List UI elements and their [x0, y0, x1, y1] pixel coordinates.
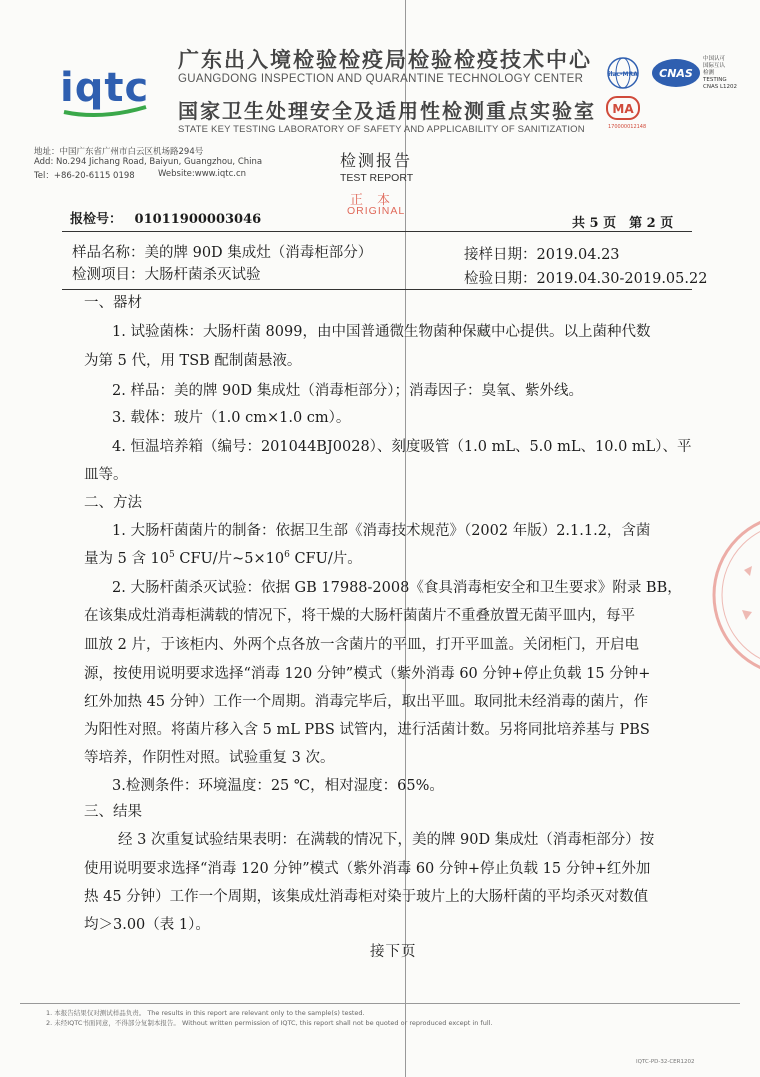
section-heading-equipment: 一、器材: [84, 295, 142, 311]
section-heading-results: 三、结果: [84, 804, 142, 820]
paragraph-sample: 2. 样品：美的牌 90D 集成灶（消毒柜部分）；消毒因子：臭氧、紫外线。: [112, 383, 583, 399]
cert-small-text: 中国认可 国际互认 检测 TESTING CNAS L1202: [703, 56, 738, 90]
org-name-cn-1: 广东出入境检验检疫局检验检疫技术中心: [178, 48, 592, 72]
test-item-value: 大肠杆菌杀灭试验: [144, 267, 261, 283]
report-number-value: 01011900003046: [134, 212, 262, 227]
footer-divider: [20, 1003, 740, 1004]
report-number: [70, 208, 261, 227]
paragraph-results-line2: 使用说明要求选择“消毒 120 分钟”模式（紫外消毒 60 分钟+停止负载 15 分钟+红外加: [84, 861, 651, 877]
receive-date-label: 接样日期：: [464, 247, 537, 263]
original-stamp-cn: 正本: [350, 193, 405, 208]
sample-value: 美的牌 90D 集成灶（消毒柜部分）: [144, 245, 373, 261]
test-item-label: 检测项目：: [72, 267, 145, 283]
test-date: [464, 267, 707, 288]
receive-date: [464, 243, 620, 264]
paragraph-kill-line1: 2. 大肠杆菌杀灭试验：依据 GB 17988-2008《食具消毒柜安全和卫生要求》附录 BB，: [112, 580, 682, 596]
cert-logos: [606, 56, 702, 94]
cnas-label: CNAS: [659, 67, 693, 80]
paragraph-results-line1: 经 3 次重复试验结果表明：在满载的情况下，美的牌 90D 集成灶（消毒柜部分）按: [118, 832, 655, 848]
paragraph-prep-line1: 1. 大肠杆菌菌片的制备：依据卫生部《消毒技术规范》（2002 年版）2.1.1.2，含菌: [112, 523, 651, 539]
ma-number: 170000012148: [608, 124, 647, 130]
paragraph-conditions: 3.检测条件：环境温度：25 ℃，相对湿度：65%。: [112, 778, 444, 794]
divider-top: [62, 231, 692, 232]
org-name-en-1: GUANGDONG INSPECTION AND QUARANTINE TECHNOLOGY CENTER: [178, 73, 584, 85]
ilac-mra-label: ilac-MRA: [608, 71, 638, 78]
paragraph-strain-line1: 1. 试验菌株：大肠杆菌 8099，由中国普通微生物菌种保藏中心提供。以上菌种代数: [112, 324, 651, 340]
iqtc-logo: [60, 65, 150, 111]
divider-info: [62, 289, 692, 290]
paragraph-kill-line3: 皿放 2 片，于该柜内、外两个点各放一含菌片的平皿，打开平皿盖。关闭柜门，开启电: [84, 637, 639, 653]
paragraph-carrier: 3. 载体：玻片（1.0 cm×1.0 cm）。: [112, 410, 351, 426]
paragraph-incubator-line1: 4. 恒温培养箱（编号：201044BJ0028）、刻度吸管（1.0 mL、5.0 mL、10.0 mL）、平: [112, 439, 692, 455]
cma-icon: [606, 96, 640, 120]
website: Website:www.iqtc.cn: [158, 169, 247, 179]
test-item: [72, 263, 261, 284]
paragraph-kill-line7: 等培养，作阴性对照。试验重复 3 次。: [84, 750, 335, 766]
seal-stamp-icon: [704, 510, 760, 680]
ma-logo: [606, 96, 640, 124]
address-cn: 地址：中国广东省广州市白云区机场路294号: [34, 147, 204, 157]
report-title-cn: 检测报告: [340, 151, 413, 170]
sample-name: [72, 241, 372, 262]
paragraph-strain-line2: 为第 5 代，用 TSB 配制菌悬液。: [84, 353, 302, 369]
footer-note-1: 1. 本报告结果仅对测试样品负责。 The results in this report are relevant only to the sample(s) tested.: [46, 1009, 365, 1017]
test-date-label: 检验日期：: [464, 271, 537, 287]
footer-note-2: 2. 未经IQTC书面同意，不得部分复制本报告。 Without written permission of IQTC, this report shall not be quoted or reproduced except in full.: [46, 1019, 493, 1027]
logo-text: iqtc: [60, 65, 150, 111]
footer-form-code: IQTC-PD-32-CER1202: [636, 1059, 695, 1065]
paragraph-kill-line4: 源，按使用说明要求选择“消毒 120 分钟”模式（紫外消毒 60 分钟+停止负载 15 分钟+: [84, 666, 651, 682]
original-stamp-en: ORIGINAL: [347, 205, 406, 217]
paragraph-kill-line2: 在该集成灶消毒柜满载的情况下，将干燥的大肠杆菌菌片不重叠放置无菌平皿内，每平: [84, 608, 635, 624]
paragraph-incubator-line2: 皿等。: [84, 467, 128, 483]
cnas-icon: [652, 59, 700, 87]
paragraph-prep-line2: 量为 5 含 $10^5$ CFU/片$\sim 5\times 10^6$ CFU/片。: [84, 550, 362, 567]
paragraph-kill-line5: 红外加热 45 分钟）工作一个周期。消毒完毕后，取出平皿。取同批未经消毒的菌片，作: [84, 694, 649, 710]
report-title-en: TEST REPORT: [340, 172, 414, 184]
report-number-label: 报检号：: [70, 212, 123, 227]
logo-swoosh-icon: [62, 104, 148, 118]
org-name-en-2: STATE KEY TESTING LABORATORY OF SAFETY AND APPLICABILITY OF SANITIZATION: [178, 124, 585, 135]
sample-label: 样品名称：: [72, 245, 145, 261]
test-date-value: 2019.04.30-2019.05.22: [536, 271, 708, 287]
telephone: Tel：+86-20-6115 0198: [34, 171, 135, 181]
org-name-cn-2: 国家卫生处理安全及适用性检测重点实验室: [178, 99, 596, 123]
paragraph-kill-line6: 为阳性对照。将菌片移入含 5 mL PBS 试管内，进行活菌计数。另将同批培养基与 PBS: [84, 722, 650, 738]
section-heading-method: 二、方法: [84, 495, 142, 511]
continued-next-page: 接下页: [370, 944, 417, 960]
page-count: 共 5 页 第 2 页: [572, 216, 674, 231]
ilac-mra-icon: [608, 58, 638, 88]
ma-label: MA: [612, 102, 634, 116]
paragraph-results-line3: 热 45 分钟）工作一个周期，该集成灶消毒柜对染于玻片上的大肠杆菌的平均杀灭对数值: [84, 889, 649, 905]
paragraph-results-line4: 均＞3.00（表 1）。: [84, 917, 210, 933]
address-en: Add: No.294 Jichang Road, Baiyun, Guangzhou, China: [34, 157, 263, 167]
receive-date-value: 2019.04.23: [536, 247, 620, 263]
